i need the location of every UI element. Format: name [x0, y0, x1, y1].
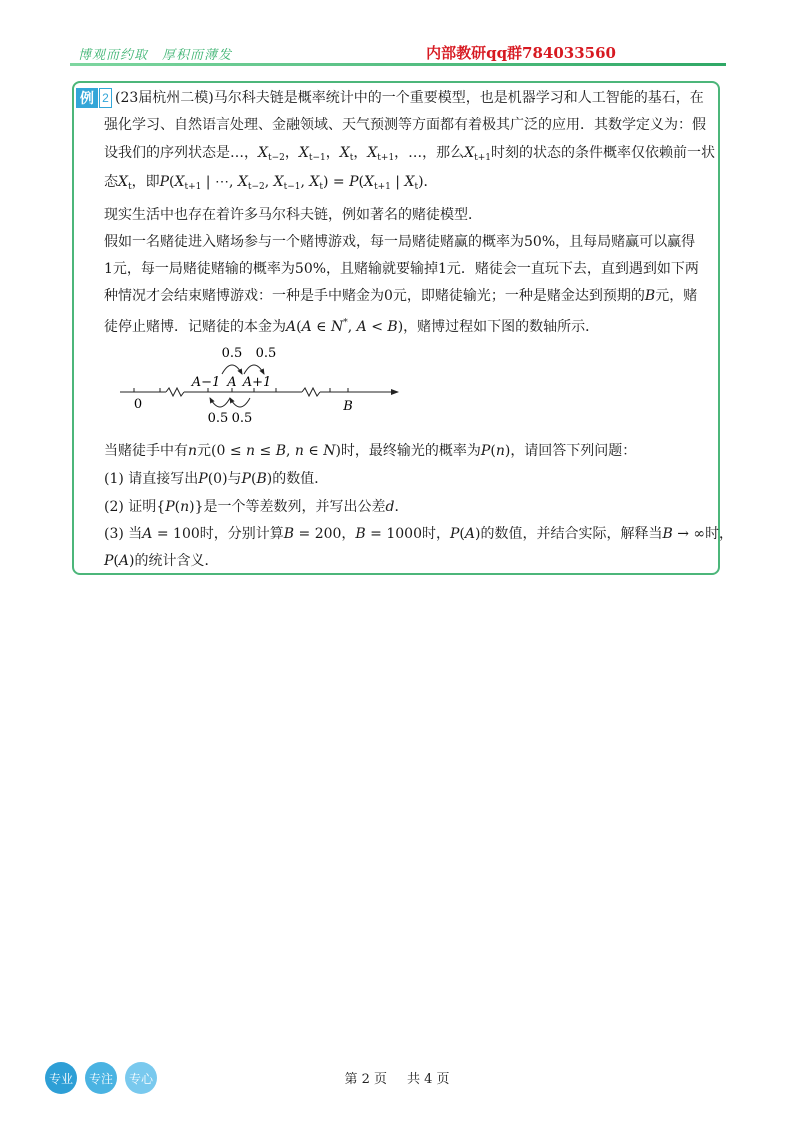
page-total: 共 4 页	[407, 1072, 450, 1087]
paragraph-3-line-2: 1元，每一局赌徒赌输的概率为50%，且赌输就要输掉1元．赌徒会一直玩下去，直到遇到如下两	[104, 261, 699, 277]
problem-line-1	[115, 88, 704, 108]
example-number: 2	[99, 88, 112, 108]
number-line-diagram	[118, 340, 408, 430]
question-2: (2) 证明{P(n)}是一个等差数列，并写出公差d．	[104, 499, 409, 515]
page-number: 第 2 页	[344, 1072, 387, 1087]
problem-intro: 马尔科夫链是概率统计中的一个重要模型，也是机器学习和人工智能的基石，在	[213, 90, 704, 106]
label-zero: 0	[133, 397, 143, 412]
math-sequence: $X_{t-2}$，$X_{t-1}$，$X_t$，$X_{t+1}$，…	[258, 145, 423, 163]
slogan-part-1: 博观而约取	[78, 47, 149, 62]
problem-source: (23届杭州二模)	[115, 90, 214, 106]
label-prob-up-right: 0.5	[255, 346, 277, 361]
arc-down-right	[230, 398, 250, 407]
paragraph-3-line-3: 种情况才会结束赌博游戏：一种是手中赌金为0元，即赌徒输光；一种是赌金达到预期的B元，赌	[104, 288, 698, 304]
question-3-line-2: P(A)的统计含义．	[104, 553, 219, 569]
axis-break-right	[302, 388, 320, 396]
axis-break-left	[166, 388, 184, 396]
problem-line-2: 强化学习、自然语言处理、金融领域、天气预测等方面都有着极其广泛的应用．其数学定义为：假	[104, 117, 706, 133]
logo-text-2: 专注	[88, 1072, 114, 1086]
label-a-plus-1: A+1	[242, 375, 272, 390]
problem-line-4: 态$X_t$，即$P(X_{t+1}$ | ⋯, $X_{t-2}$, $X_{t-1}$, $X_t) = P(X_{t+1}$ | $X_t$)．	[104, 174, 438, 192]
label-a: A	[227, 375, 237, 390]
math-markov-property: $P(X_{t+1}$ | ⋯, $X_{t-2}$, $X_{t-1}$, $X_t) = P(X_{t+1}$ | $X_t$)	[159, 174, 424, 192]
label-b: B	[343, 399, 353, 414]
logo-text-1: 专业	[48, 1072, 74, 1086]
question-3-line-1: (3) 当A = 100时，分别计算B = 200，B = 1000时，P(A)的数值，并结合实际，解释当B → ∞时，	[104, 526, 734, 542]
slogan-part-2: 厚积而薄发	[162, 47, 233, 62]
paragraph-4: 当赌徒手中有n元(0 ≤ n ≤ B, n ∈ N)时，最终输光的概率为P(n)，请回答下列问题：	[104, 443, 637, 459]
label-prob-down-left: 0.5	[207, 411, 229, 426]
footer-page-info	[0, 1068, 794, 1087]
paragraph-2: 现实生活中也存在着许多马尔科夫链，例如著名的赌徒模型．	[104, 207, 482, 223]
paragraph-3-line-1: 假如一名赌徒进入赌场参与一个赌博游戏，每一局赌徒赌赢的概率为50%，且每局赌赢可以赢得	[104, 234, 696, 250]
arc-up-left	[222, 365, 242, 374]
arc-up-right	[244, 365, 264, 374]
example-badge: 例	[76, 88, 98, 108]
header-divider	[70, 63, 726, 66]
label-prob-down-right: 0.5	[231, 411, 253, 426]
arc-down-left	[210, 398, 230, 407]
label-prob-up-left: 0.5	[221, 346, 243, 361]
header-ad-text: 内部教研qq群784033560	[426, 44, 616, 62]
logo-text-3: 专心	[128, 1072, 154, 1086]
header-slogan	[78, 44, 232, 63]
problem-line-3: 设我们的序列状态是…，$X_{t-2}$，$X_{t-1}$，$X_t$，$X_{t+1}$，…，那么$X_{t+1}$时刻的状态的条件概率仅依赖前一状	[104, 145, 716, 163]
label-a-minus-1: A−1	[191, 375, 221, 390]
paragraph-3-line-4: 徒停止赌博．记赌徒的本金为A(A ∈ N*, A < B)，赌博过程如下图的数轴所示．	[104, 318, 600, 335]
question-1: (1) 请直接写出P(0)与P(B)的数值．	[104, 471, 329, 487]
